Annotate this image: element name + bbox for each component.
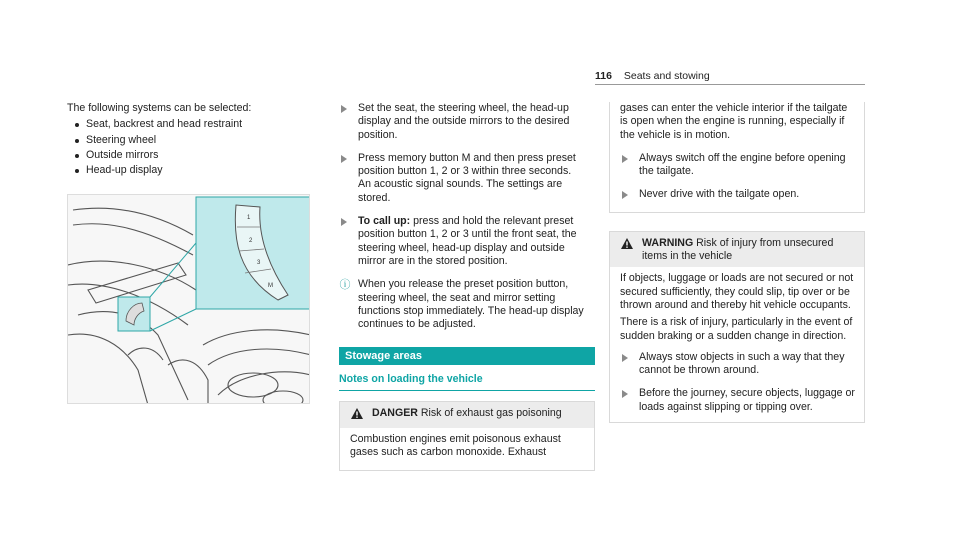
note-text: When you release the preset position button, steering wheel, the seat and mirror setting functions stop immediately. The head-up display continues to be adjusted.: [358, 278, 584, 331]
column-2: [339, 102, 595, 471]
warning-triangle-icon: [350, 407, 364, 424]
instruction-step: [339, 152, 595, 205]
warning-title: Risk of injury from unsecured items in the vehicle: [642, 236, 834, 263]
arrow-icon: [622, 155, 628, 163]
danger-header: [340, 402, 594, 428]
arrow-icon: [341, 218, 347, 226]
info-note: [339, 278, 595, 331]
list-item: Outside mirrors: [75, 149, 307, 162]
danger-text: Combustion engines emit poisonous exhaust gases such as carbon monoxide. Exhaust: [350, 433, 561, 459]
page-title: Seats and stowing: [623, 70, 710, 82]
subsection-heading: Notes on loading the vehicle: [339, 373, 595, 390]
arrow-icon: [622, 354, 628, 362]
step-result-text: An acoustic signal sounds. The settings are stored.: [358, 178, 563, 204]
list-item: Head-up display: [75, 164, 307, 177]
warning-text: If objects, luggage or loads are not secured or not secured sufficiently, they could slip, tip over or be thrown around and thereby hit vehicle occupants.: [620, 272, 854, 311]
warning-label: WARNING: [642, 236, 694, 249]
instruction-step: [620, 387, 856, 414]
door-panel-drawing: [68, 195, 310, 404]
column-3: [609, 102, 865, 423]
warning-triangle-icon: [620, 237, 634, 264]
danger-title: Risk of exhaust gas poisoning: [420, 406, 562, 419]
danger-label: DANGER: [372, 406, 418, 419]
arrow-icon: [622, 191, 628, 199]
instruction-step: [339, 102, 595, 142]
page-header: [595, 70, 865, 84]
arrow-icon: [622, 390, 628, 398]
list-item: Steering wheel: [75, 134, 307, 147]
warning-body: [610, 267, 864, 422]
step-text: Always switch off the engine before opening the tailgate.: [639, 151, 846, 178]
system-list: [75, 118, 307, 177]
column-1: [67, 102, 307, 179]
danger-box-continued: [609, 102, 865, 213]
warning-text: There is a risk of injury, particularly in the event of sudden braking or a sudden change in direction.: [620, 316, 853, 342]
warning-header: [610, 232, 864, 268]
arrow-icon: [341, 105, 347, 113]
header-divider: [595, 84, 865, 85]
step-text: Before the journey, secure objects, luggage or loads against slipping or tipping over.: [639, 387, 855, 413]
section-heading: Stowage areas: [339, 347, 595, 365]
step-text: press and hold the relevant preset position button 1, 2 or 3 until the front seat, the steering wheel, head-up display and outside mirror are in the stored position.: [358, 215, 577, 267]
instruction-step: [620, 152, 856, 179]
info-icon: ⓘ: [339, 279, 351, 292]
instruction-step: [339, 215, 595, 268]
arrow-icon: [341, 155, 347, 163]
page-number: 116: [595, 70, 612, 82]
button-label-1: 1: [247, 215, 251, 221]
step-text: Always stow objects in such a way that they cannot be thrown around.: [639, 350, 845, 377]
danger-continued-body: [610, 102, 864, 212]
step-label: To call up:: [358, 215, 411, 228]
button-label-3: 3: [257, 260, 261, 266]
instruction-step: [620, 351, 856, 378]
list-item: Seat, backrest and head restraint: [75, 118, 307, 131]
warning-box: [609, 231, 865, 423]
danger-body: [340, 428, 594, 470]
step-text: Never drive with the tailgate open.: [639, 188, 800, 201]
step-text: Press memory button M and then press preset position button 1, 2 or 3 within three seconds.: [358, 151, 576, 178]
door-panel-illustration: [67, 194, 310, 404]
danger-continued-text: gases can enter the vehicle interior if the tailgate is open when the engine is running, especially if the vehicle is in motion.: [620, 102, 848, 141]
button-label-2: 2: [249, 238, 253, 244]
intro-text: The following systems can be selected:: [67, 102, 252, 114]
step-text: Set the seat, the steering wheel, the head-up display and the outside mirrors to the desired position.: [358, 102, 570, 141]
button-label-m: M: [268, 283, 273, 289]
instruction-step: [620, 188, 856, 201]
danger-box: [339, 401, 595, 471]
